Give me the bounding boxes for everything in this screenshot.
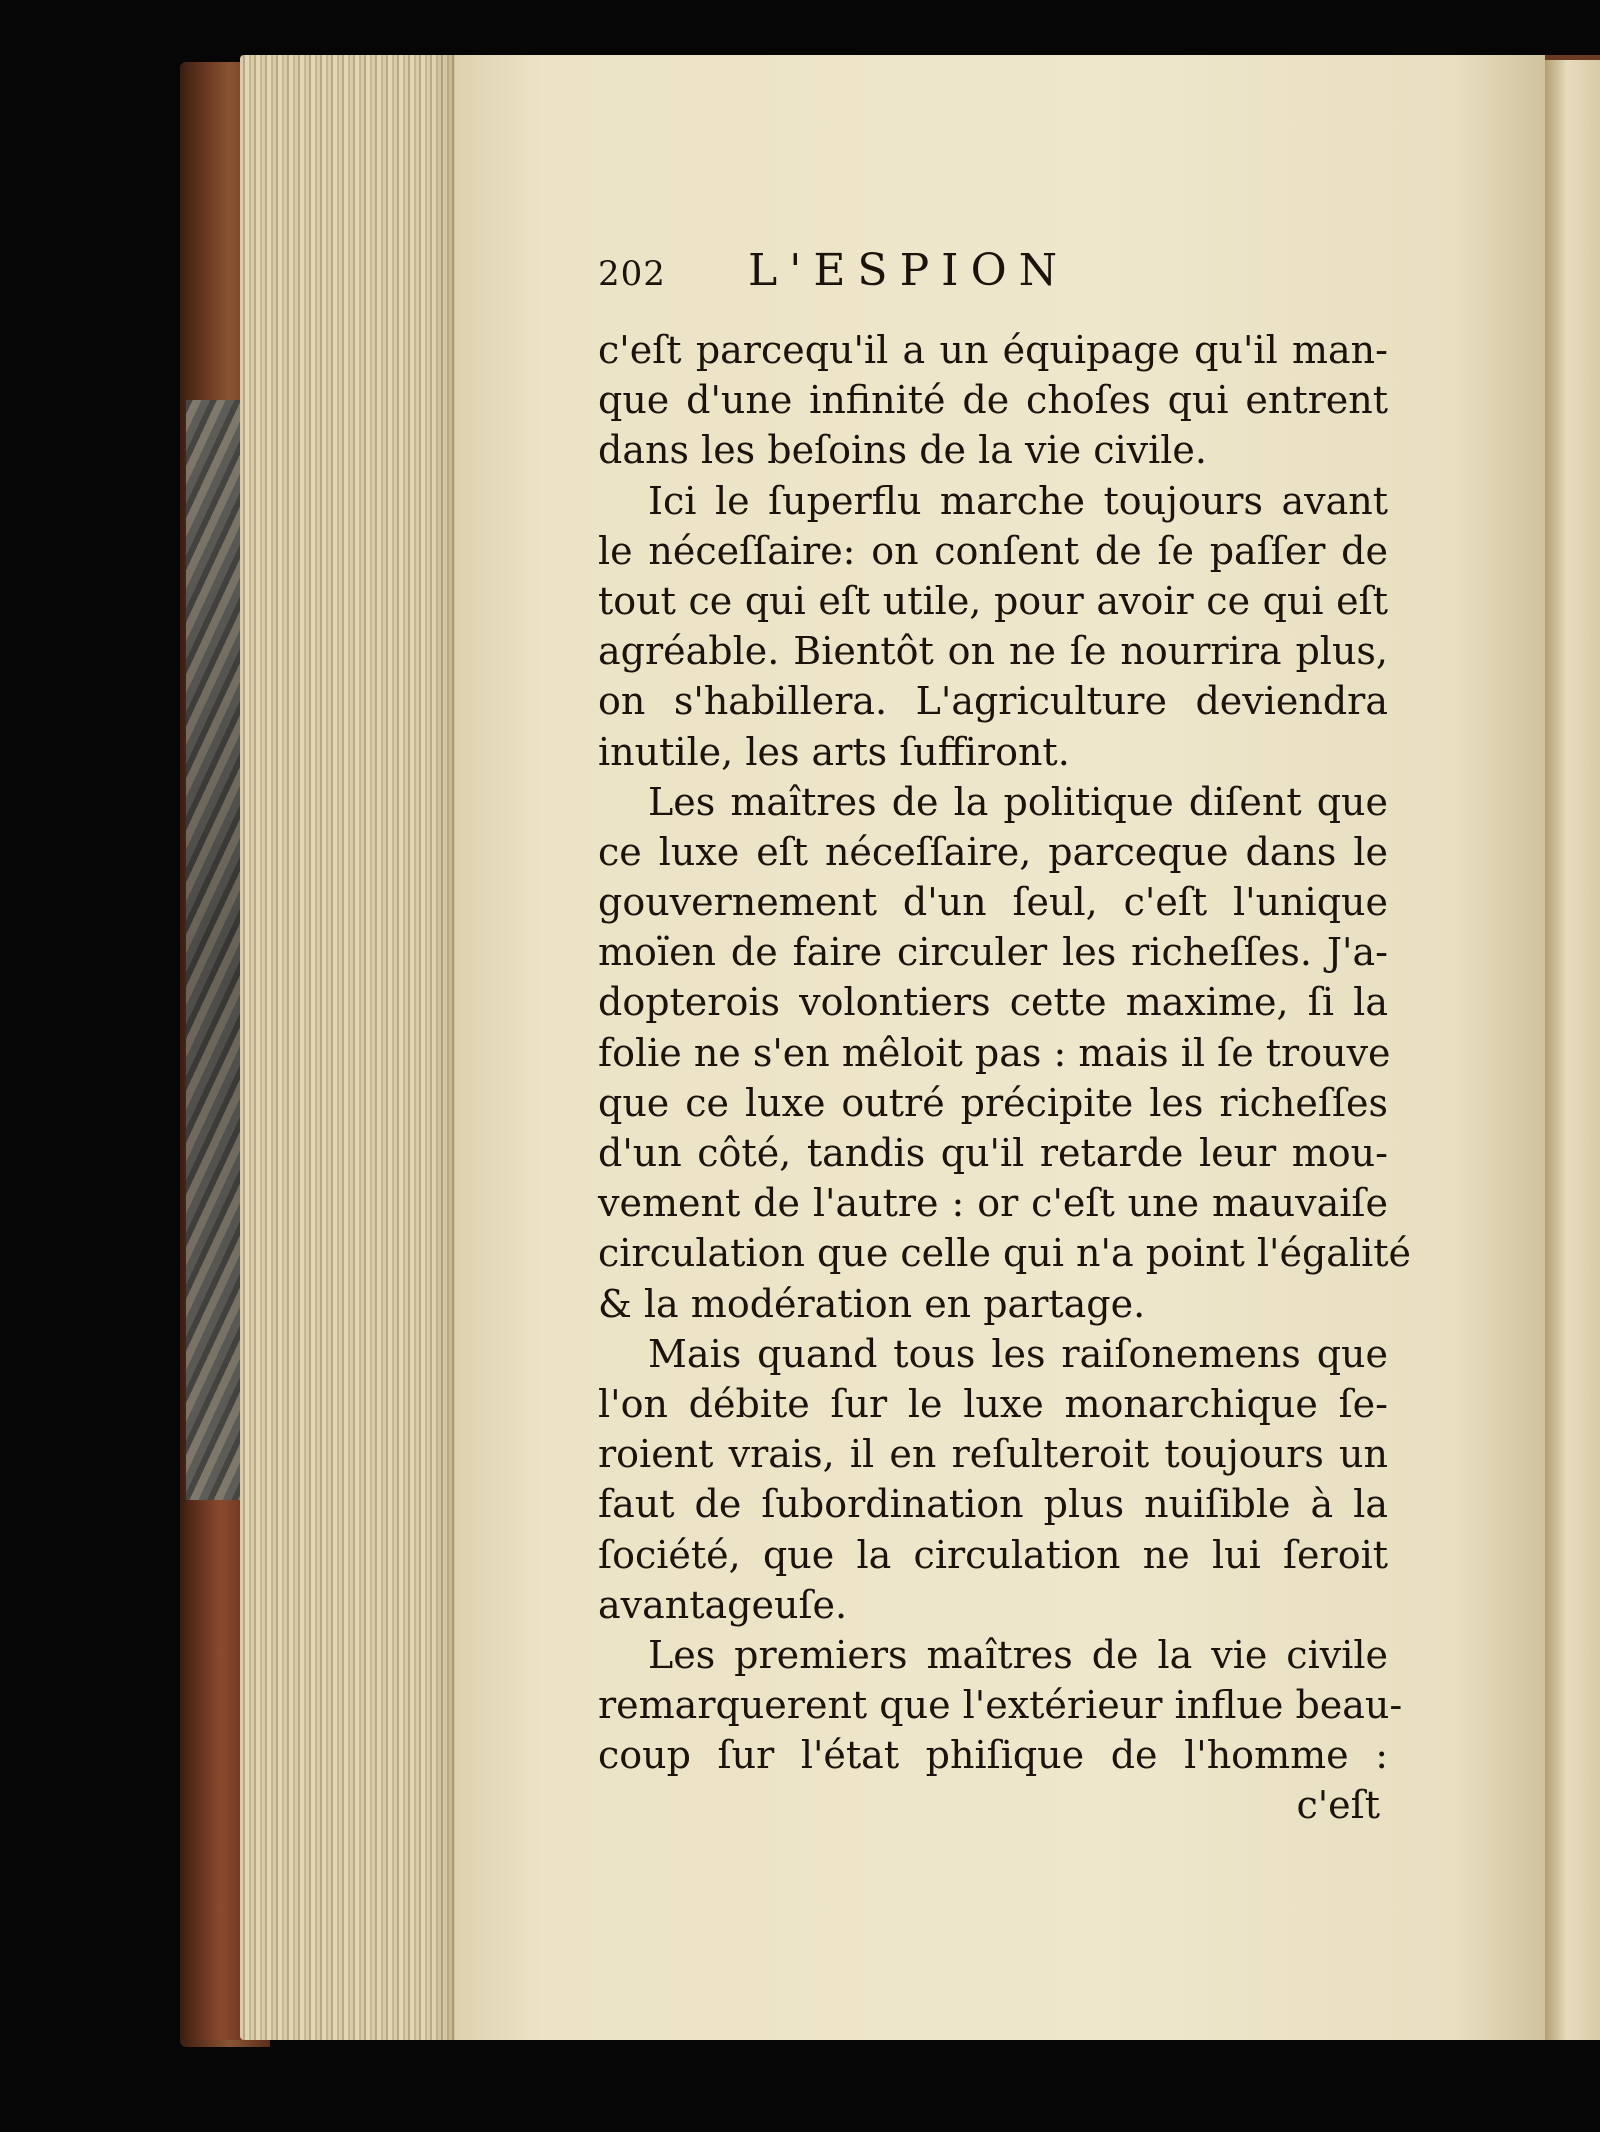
text-line: dans les beſoins de la vie civile. — [598, 428, 1207, 473]
text-line: circulation que celle qui n'a point l'égalité — [598, 1231, 1412, 1276]
text-line: le néceſſaire: on conſent de ſe paſſer de — [598, 528, 1388, 573]
text-line: dopterois volontiers cette maxime, ſi la — [598, 980, 1388, 1025]
text-line: tout ce qui eſt utile, pour avoir ce qui eſt — [598, 578, 1388, 623]
page-number: 202 — [598, 254, 666, 294]
text-line: que d'une infinité de choſes qui entrent — [598, 378, 1388, 423]
text-line: ſociété, que la circulation ne lui ſeroit — [598, 1532, 1388, 1577]
text-line: que ce luxe outré précipite les richeſſes — [598, 1080, 1388, 1125]
catchword: c'eſt — [1296, 1783, 1380, 1828]
text-line: remarquerent que l'extérieur influe beau- — [598, 1683, 1403, 1728]
text-line: agréable. Bientôt on ne ſe nourrira plus, — [598, 629, 1388, 674]
text-line: vement de l'autre : or c'eſt une mauvaiſe — [598, 1181, 1388, 1226]
text-line: roient vrais, il en reſulteroit toujours un — [598, 1432, 1388, 1477]
page-edges — [240, 55, 455, 2040]
text-line: on s'habillera. L'agriculture deviendra — [598, 679, 1388, 724]
text-line: avantageuſe. — [598, 1582, 848, 1627]
text-line: l'on débite ſur le luxe monarchique ſe- — [598, 1381, 1388, 1426]
text-line: folie ne s'en mêloit pas : mais il ſe trouve — [598, 1030, 1391, 1075]
text-line: faut de ſubordination plus nuiſible à la — [598, 1482, 1388, 1527]
text-line: & la modération en partage. — [598, 1281, 1146, 1326]
text-line: coup ſur l'état phiſique de l'homme : — [598, 1733, 1388, 1778]
text-line: Ici le ſuperflu marche toujours avant — [648, 478, 1388, 523]
running-title: L'ESPION — [748, 245, 1070, 296]
text-line: inutile, les arts ſuffiront. — [598, 729, 1070, 774]
text-line: Les maîtres de la politique diſent que — [648, 779, 1388, 824]
text-line: c'eſt parcequ'il a un équipage qu'il man- — [598, 328, 1388, 372]
text-line: Les premiers maîtres de la vie civile — [648, 1632, 1388, 1677]
body-text — [598, 325, 1412, 1780]
page-text-block — [598, 245, 1412, 1831]
text-line: gouvernement d'un ſeul, c'eſt l'unique — [598, 880, 1388, 925]
running-head — [598, 245, 1388, 325]
text-line: d'un côté, tandis qu'il retarde leur mou- — [598, 1131, 1388, 1175]
text-line: ce luxe eſt néceſſaire, parceque dans le — [598, 829, 1388, 874]
facing-page-edge — [1545, 60, 1600, 2040]
text-line: moïen de faire circuler les richeſſes. J'a- — [598, 930, 1388, 975]
text-line: Mais quand tous les raiſonemens que — [648, 1331, 1388, 1376]
